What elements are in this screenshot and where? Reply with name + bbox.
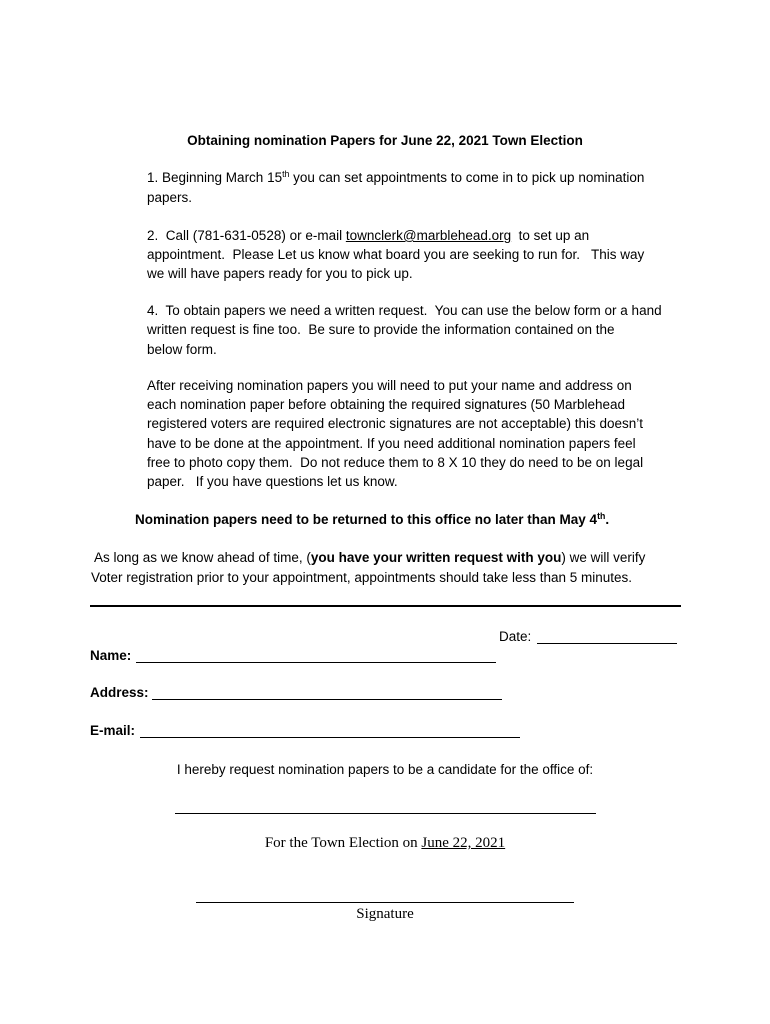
date-label: Date: [499, 629, 532, 644]
step-1-text: 1. Beginning March 15 [147, 170, 283, 185]
date-field[interactable] [537, 629, 677, 644]
instructions-line-6: paper. If you have questions let us know. [147, 474, 398, 489]
step-4-line-2: written request is fine too. Be sure to provide the information contained on the [147, 322, 615, 337]
ordinal-suffix: th [282, 168, 290, 179]
step-2-line-1 [147, 226, 589, 245]
email-link[interactable]: townclerk@marblehead.org [345, 228, 512, 243]
step-1-line-1 [147, 168, 644, 187]
address-field[interactable] [152, 685, 502, 700]
verify-text-continued: ) we will verify [561, 550, 646, 565]
step-4-line-3: below form. [147, 342, 217, 357]
address-label: Address: [90, 685, 149, 700]
step-2-text-continued: to set up an [511, 228, 590, 243]
election-statement [0, 834, 770, 853]
verify-emphasis: you have your written request with you [310, 550, 562, 565]
instructions-line-2: each nomination paper before obtaining the required signatures (50 Marblehead [147, 397, 626, 412]
request-statement: I hereby request nomination papers to be a candidate for the office of: [176, 762, 594, 777]
signature-field[interactable] [196, 888, 574, 903]
verify-text: As long as we know ahead of time, ( [91, 550, 311, 565]
deadline-period: . [605, 512, 610, 527]
signature-label: Signature [356, 906, 414, 922]
section-divider [90, 605, 681, 607]
election-text: For the Town Election on [264, 835, 422, 851]
instructions-line-3: registered voters are required electronic signatures are not acceptable) this doesn’t [147, 416, 644, 431]
verify-line-1 [91, 548, 645, 567]
deadline-notice [135, 510, 609, 529]
instructions-line-4: have to be done at the appointment. If you need additional nomination papers feel [147, 436, 636, 451]
step-1-line-2: papers. [147, 190, 193, 205]
step-2-line-2: appointment. Please Let us know what board you are seeking to run for. This way [147, 247, 645, 262]
name-label: Name: [90, 648, 132, 663]
email-field[interactable] [140, 723, 520, 738]
document-title: Obtaining nomination Papers for June 22, 2021 Town Election [187, 133, 583, 148]
ordinal-suffix: th [597, 510, 606, 521]
email-label: E-mail: [90, 723, 136, 738]
election-date: June 22, 2021 [421, 835, 506, 851]
step-2-text: 2. Call (781-631-0528) or e-mail [147, 228, 346, 243]
name-field[interactable] [136, 648, 496, 663]
step-1-text-continued: you can set appointments to come in to pick up nomination [289, 170, 645, 185]
step-2-line-3: we will have papers ready for you to pick up. [147, 266, 413, 281]
step-4-line-1: 4. To obtain papers we need a written request. You can use the below form or a hand [147, 303, 662, 318]
deadline-text: Nomination papers need to be returned to this office no later than May 4 [135, 512, 598, 527]
office-field[interactable] [175, 799, 596, 814]
instructions-line-1: After receiving nomination papers you will need to put your name and address on [147, 378, 632, 393]
verify-line-2: Voter registration prior to your appointment, appointments should take less than 5 minutes. [91, 570, 633, 585]
instructions-line-5: free to photo copy them. Do not reduce them to 8 X 10 they do need to be on legal [147, 455, 644, 470]
